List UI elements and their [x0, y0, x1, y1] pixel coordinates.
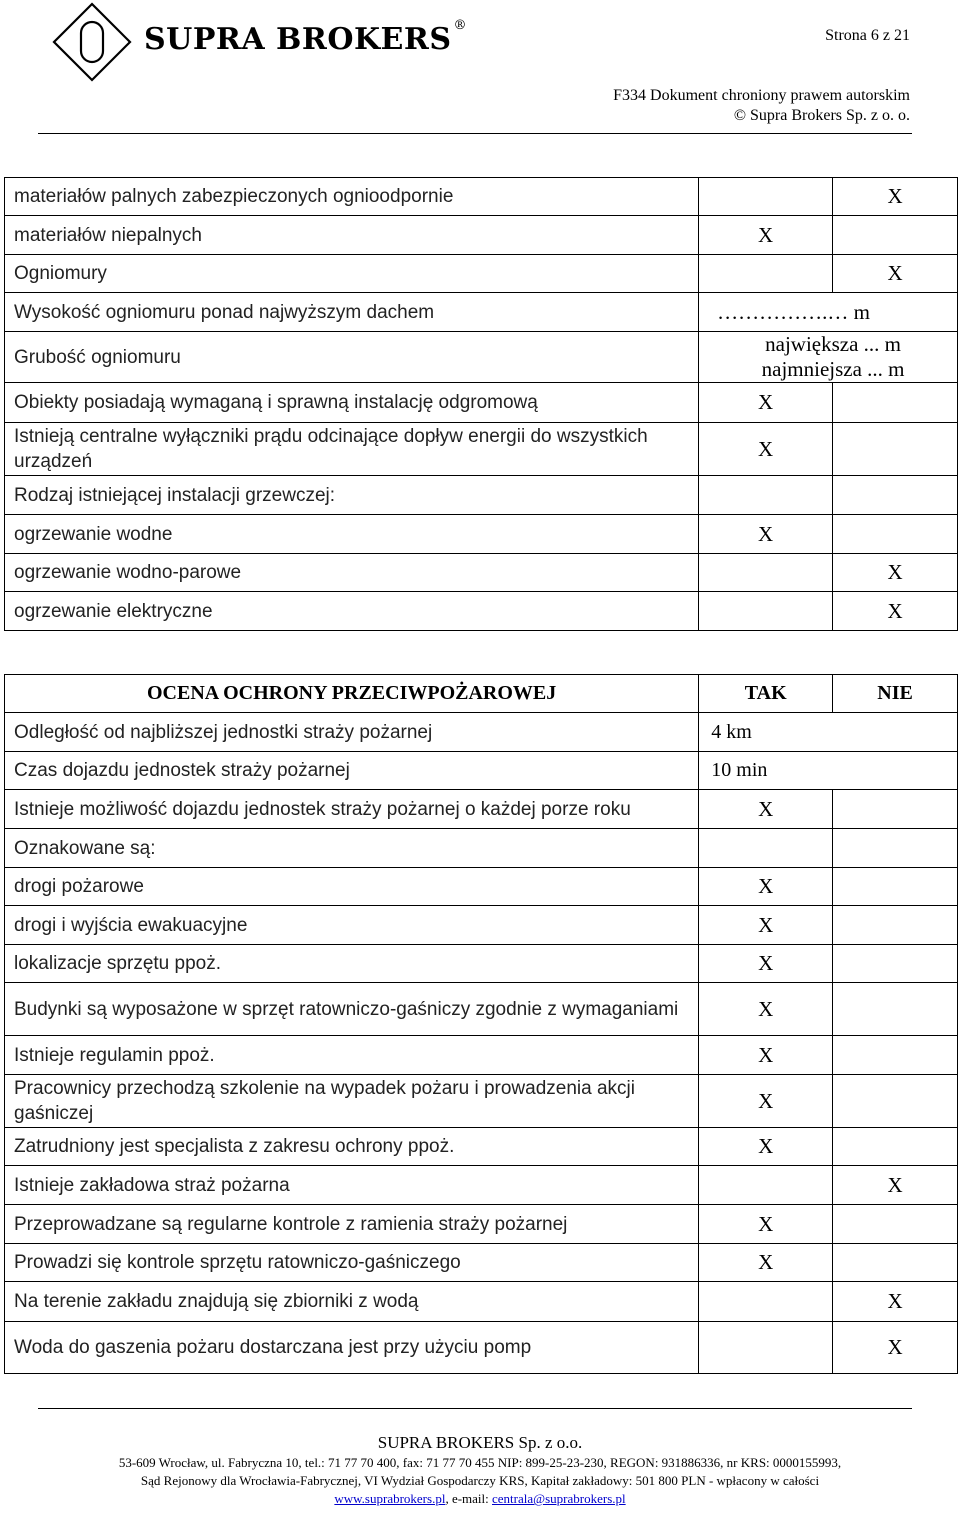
- page-footer: [0, 1432, 960, 1508]
- table-row: materiałów niepalnych X: [5, 216, 958, 255]
- table-row: Obiekty posiadają wymaganą i sprawną instalację odgromową X: [5, 383, 958, 423]
- table-row: Ogniomury X: [5, 255, 958, 293]
- table-row: ogrzewanie elektryczne X: [5, 592, 958, 631]
- table-row: Prowadzi się kontrole sprzętu ratowniczo-gaśniczego X: [5, 1244, 958, 1282]
- footer-divider: [38, 1408, 912, 1409]
- table-row: ogrzewanie wodno-parowe X: [5, 554, 958, 592]
- table-row: Rodzaj istniejącej instalacji grzewczej:: [5, 476, 958, 515]
- table-row: drogi pożarowe X: [5, 868, 958, 906]
- table-row: Budynki są wyposażone w sprzęt ratowniczo-gaśniczy zgodnie z wymaganiami X: [5, 983, 958, 1036]
- table-header-row: [5, 675, 958, 713]
- table-row: Woda do gaszenia pożaru dostarczana jest przy użyciu pomp X: [5, 1322, 958, 1374]
- table-row: Pracownicy przechodzą szkolenie na wypadek pożaru i prowadzenia akcji gaśniczej X: [5, 1075, 958, 1128]
- table-row: Oznakowane są:: [5, 829, 958, 868]
- copyright-note: F334 Dokument chroniony prawem autorskim © Supra Brokers Sp. z o. o.: [613, 87, 910, 124]
- brand-name: SUPRA BROKERS ®: [144, 18, 467, 57]
- supra-logo-icon: [52, 2, 132, 82]
- column-header-nie: NIE: [833, 675, 958, 713]
- column-header-tak: TAK: [699, 675, 833, 713]
- table-row: Na terenie zakładu znajdują się zbiorniki z wodą X: [5, 1282, 958, 1322]
- table-row: lokalizacje sprzętu ppoż. X: [5, 945, 958, 983]
- table-row: Odległość od najbliższej jednostki straży pożarnej 4 km: [5, 713, 958, 752]
- table-row: Istnieją centralne wyłączniki prądu odcinające dopływ energii do wszystkich urządzeń X: [5, 423, 958, 476]
- table-title: OCENA OCHRONY PRZECIWPOŻAROWEJ: [5, 675, 699, 713]
- table-row: Przeprowadzane są regularne kontrole z ramienia straży pożarnej X: [5, 1205, 958, 1244]
- table-row: drogi i wyjścia ewakuacyjne X: [5, 906, 958, 945]
- fire-protection-table: [4, 674, 958, 1374]
- table-row: materiałów palnych zabezpieczonych ognioodpornie X: [5, 178, 958, 216]
- website-link[interactable]: www.suprabrokers.pl: [334, 1491, 446, 1506]
- table-row: Zatrudniony jest specjalista z zakresu ochrony ppoż. X: [5, 1128, 958, 1166]
- table-row: ogrzewanie wodne X: [5, 515, 958, 554]
- page-header: [0, 0, 960, 140]
- page-number: Strona 6 z 21: [825, 27, 910, 44]
- table-row: Istnieje regulamin ppoż. X: [5, 1036, 958, 1075]
- footer-contact: www.suprabrokers.pl, e-mail: centrala@suprabrokers.pl: [334, 1491, 626, 1506]
- footer-address: 53-609 Wrocław, ul. Fabryczna 10, tel.: 71 77 70 400, fax: 71 77 70 455 NIP: 899-25-23-230, REGON: 931886336, nr KRS: 0000155993,: [118, 1455, 842, 1470]
- table-row: Grubość ogniomuru największa ... m najmniejsza ... m: [5, 332, 958, 383]
- table-row: Czas dojazdu jednostek straży pożarnej 10 min: [5, 752, 958, 790]
- header-divider: [38, 133, 912, 134]
- email-link[interactable]: centrala@suprabrokers.pl: [492, 1491, 626, 1506]
- construction-table: [4, 177, 958, 631]
- table-row: Istnieje zakładowa straż pożarna X: [5, 1166, 958, 1205]
- table-row: Wysokość ogniomuru ponad najwyższym dachem …………….… m: [5, 293, 958, 332]
- table-row: Istnieje możliwość dojazdu jednostek straży pożarnej o każdej porze roku X: [5, 790, 958, 829]
- footer-court: Sąd Rejonowy dla Wrocławia-Fabrycznej, VI Wydział Gospodarczy KRS, Kapitał zakładowy: 501 800 PLN - wpłacony w całości: [140, 1473, 820, 1488]
- footer-company: SUPRA BROKERS Sp. z o.o.: [377, 1433, 583, 1452]
